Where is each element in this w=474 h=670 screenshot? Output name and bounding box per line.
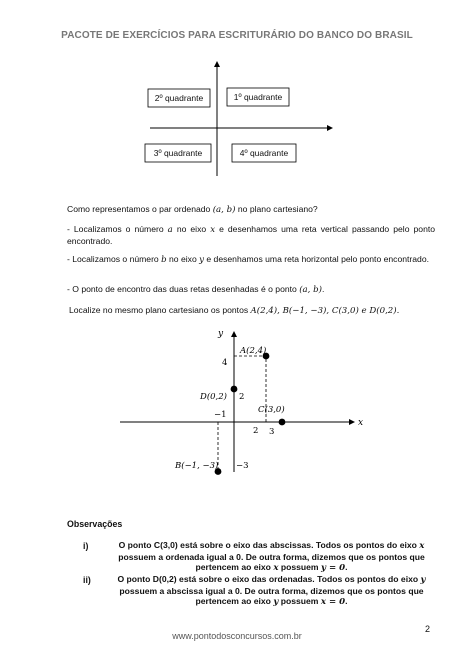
observation-2-number: ii) <box>83 575 91 585</box>
quadrant-2-label: 2º quadrante <box>154 93 204 103</box>
page-number: 2 <box>424 624 430 634</box>
quadrant-4-label: 4º quadrante <box>239 148 289 158</box>
tick-label-x2: 2 <box>253 426 259 436</box>
page-header: PACOTE DE EXERCÍCIOS PARA ESCRITURÁRIO DO BANCO DO BRASIL <box>61 30 413 41</box>
quadrant-diagram <box>140 58 340 178</box>
meeting-point-text: - O ponto de encontro das duas retas desenhadas é o ponto (a, b). <box>67 284 325 295</box>
point-label-a: A(2,4) <box>240 346 267 356</box>
point-label-b: B(−1, −3) <box>175 461 219 471</box>
tick-label-y2: 2 <box>239 392 245 402</box>
tick-label-y4: 4 <box>222 358 228 368</box>
step-1-text: - Localizamos o número a no eixo x e desenhamos uma reta vertical passando pelo ponto encontrado. <box>67 224 436 246</box>
instruction-text: Localize no mesmo plano cartesiano os pontos A(2,4), B(−1, −3), C(3,0) e D(0,2). <box>69 305 400 316</box>
point-label-c: C(3,0) <box>258 405 285 415</box>
plot-x-axis-label: x <box>358 418 364 428</box>
point-2 <box>279 419 286 426</box>
observation-1-number: i) <box>83 541 89 551</box>
cartesian-plot <box>110 322 380 482</box>
tick-label-x-1: −1 <box>214 410 227 420</box>
tick-label-x3: 3 <box>269 427 275 437</box>
step-2-text: - Localizamos o número b no eixo y e desenhamos uma reta horizontal pelo ponto encontrado. <box>67 254 430 265</box>
observation-2-text: O ponto D(0,2) está sobre o eixo das ordenadas. Todos os pontos do eixo y possuem a abscissa igual a 0. De outra forma, dizemos que os pontos que pertencem ao eixo y possuem x = 0. <box>117 574 426 607</box>
footer-url: www.pontodosconcursos.com.br <box>172 631 302 641</box>
observation-1-text: O ponto C(3,0) está sobre o eixo das abscissas. Todos os pontos do eixo x possuem a ordenada igual a 0. De outra forma, dizemos que os pontos que pertencem ao eixo x possuem y = 0. <box>118 540 425 573</box>
point-label-d: D(0,2) <box>200 392 227 402</box>
question-text: Como representamos o par ordenado (a, b) no plano cartesiano? <box>67 204 318 215</box>
tick-label-y-3: −3 <box>236 461 249 471</box>
quadrant-1-label: 1º quadrante <box>233 92 283 102</box>
point-3 <box>231 386 238 393</box>
plot-y-axis-label: y <box>218 329 224 339</box>
observations-title: Observações <box>67 519 123 529</box>
quadrant-3-label: 3º quadrante <box>153 148 203 158</box>
